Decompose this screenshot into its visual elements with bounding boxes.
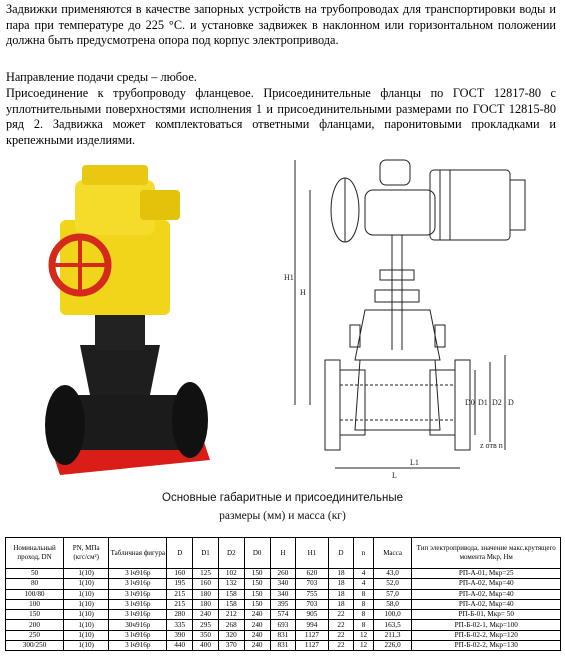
table-cell: 226,0	[373, 641, 412, 651]
table-cell: РП-А-02, Мкр=40	[412, 589, 561, 599]
label-H1: H1	[284, 273, 294, 282]
col-header-h: H	[270, 538, 296, 569]
table-cell: 350	[193, 630, 219, 640]
table-cell: 703	[296, 599, 328, 609]
table-cell: 240	[244, 641, 270, 651]
table-cell: 400	[193, 641, 219, 651]
table-cell: 12	[354, 630, 373, 640]
label-D2: D2	[492, 398, 502, 407]
table-cell: 250	[6, 630, 64, 640]
table-row	[6, 599, 561, 609]
table-cell: 4	[354, 569, 373, 579]
table-cell: 831	[270, 641, 296, 651]
table-cell: 18	[328, 579, 354, 589]
table-cell: 1127	[296, 630, 328, 640]
table-cell: 12	[354, 641, 373, 651]
table-cell: 295	[193, 620, 219, 630]
table-cell: 212	[218, 610, 244, 620]
dimensions-table	[5, 537, 561, 651]
table-cell: 395	[270, 599, 296, 609]
table-cell: 52,0	[373, 579, 412, 589]
table-cell: 3 lч916р	[109, 630, 167, 640]
table-cell: 22	[328, 641, 354, 651]
table-cell: 58,0	[373, 599, 412, 609]
table-cell: 240	[244, 630, 270, 640]
table-cell: 150	[244, 599, 270, 609]
table-cell: 18	[328, 569, 354, 579]
table-cell: 200	[6, 620, 64, 630]
table-cell: 100	[6, 599, 64, 609]
table-cell: 1(10)	[64, 579, 109, 589]
col-header-pn: PN, МПа (кгс/см²)	[64, 538, 109, 569]
table-cell: 57,0	[373, 589, 412, 599]
table-cell: 22	[328, 610, 354, 620]
table-cell: 574	[270, 610, 296, 620]
table-cell: 3 lч916р	[109, 610, 167, 620]
table-cell: РП-Б-01, Мкр= 50	[412, 610, 561, 620]
table-cell: 180	[193, 589, 219, 599]
table-cell: РП-А-01, Мкр=25	[412, 569, 561, 579]
table-cell: 340	[270, 589, 296, 599]
label-D: D	[508, 398, 514, 407]
table-cell: 8	[354, 610, 373, 620]
col-header-d1: D1	[193, 538, 219, 569]
table-cell: 30ч916р	[109, 620, 167, 630]
table-cell: 4	[354, 579, 373, 589]
table-cell: 260	[270, 569, 296, 579]
intro-paragraph: Задвижки применяются в качестве запорных устройств на трубопроводах для транспортировки воды и пара при температуре до 225 °С. и установке задвижек в наклонном или горизонтальном положении должна быть предусмотрена опора под корпус электропривода.	[6, 2, 556, 48]
table-cell: 160	[193, 579, 219, 589]
table-cell: 3 lч916р	[109, 579, 167, 589]
table-cell: 300/250	[6, 641, 64, 651]
table-cell: РП-А-02, Мкр=40	[412, 579, 561, 589]
table-cell: 150	[6, 610, 64, 620]
table-cell: 994	[296, 620, 328, 630]
table-cell: 240	[244, 620, 270, 630]
table-cell: 50	[6, 569, 64, 579]
flow-direction-paragraph: Направление подачи среды – любое.	[6, 70, 197, 84]
table-cell: 240	[193, 610, 219, 620]
col-header-figure: Табличная фигура	[109, 538, 167, 569]
table-cell: 100,0	[373, 610, 412, 620]
label-holes: z отв n	[480, 441, 503, 450]
table-cell: РП-Б-02-2, Мкр=120	[412, 630, 561, 640]
table-cell: РП-Б-02-2, Мкр=130	[412, 641, 561, 651]
table-cell: 132	[218, 579, 244, 589]
label-L1: L1	[410, 458, 419, 467]
table-cell: 1(10)	[64, 641, 109, 651]
table-cell: 1(10)	[64, 589, 109, 599]
table-header-row	[6, 538, 561, 569]
table-row	[6, 579, 561, 589]
col-header-d-bolt: D	[328, 538, 354, 569]
label-L: L	[392, 471, 397, 480]
connection-paragraph: Присоединение к трубопроводу фланцевое. Присоединительные фланцы по ГОСТ 12817-80 с уплотнительными поверхностями исполнения 1 и присоединительными размерами по ГОСТ 12815-80 ряд 2. Задвижка может комплектоваться ответными фланцами, паронитовыми прокладками и крепежными изделиями.	[6, 86, 556, 147]
table-row	[6, 610, 561, 620]
table-cell: 280	[167, 610, 193, 620]
table-cell: 3 lч916р	[109, 599, 167, 609]
table-cell: 693	[270, 620, 296, 630]
table-cell: 335	[167, 620, 193, 630]
table-cell: 43,0	[373, 569, 412, 579]
col-header-dn: Номинальный проход, DN	[6, 538, 64, 569]
table-cell: 3 lч916р	[109, 589, 167, 599]
table-cell: РП-А-02, Мкр=40	[412, 599, 561, 609]
table-cell: 268	[218, 620, 244, 630]
table-cell: 1(10)	[64, 599, 109, 609]
table-cell: 80	[6, 579, 64, 589]
table-cell: 102	[218, 569, 244, 579]
table-cell: 831	[270, 630, 296, 640]
table-cell: 18	[328, 589, 354, 599]
table-caption-line1: Основные габаритные и присоединительные	[162, 492, 403, 504]
table-cell: 160	[167, 569, 193, 579]
table-row	[6, 589, 561, 599]
table-caption-line2: размеры (мм) и масса (кг)	[219, 510, 346, 522]
table-cell: 3 lч916р	[109, 569, 167, 579]
table-cell: 1(10)	[64, 620, 109, 630]
table-cell: 215	[167, 589, 193, 599]
table-cell: 150	[244, 569, 270, 579]
table-cell: 215	[167, 599, 193, 609]
label-D1: D1	[478, 398, 488, 407]
table-cell: 211,3	[373, 630, 412, 640]
table-cell: 195	[167, 579, 193, 589]
col-header-actuator: Тип электропривода, значение макс.крутящего момента Мкр, Нм	[412, 538, 561, 569]
table-cell: 1(10)	[64, 610, 109, 620]
col-header-n: n	[354, 538, 373, 569]
table-cell: РП-Б-02-1, Мкр=100	[412, 620, 561, 630]
table-cell: 905	[296, 610, 328, 620]
valve-technical-drawing	[280, 150, 560, 480]
table-cell: 755	[296, 589, 328, 599]
col-header-mass: Масса	[373, 538, 412, 569]
table-cell: 1(10)	[64, 569, 109, 579]
table-cell: 8	[354, 620, 373, 630]
table-cell: 22	[328, 620, 354, 630]
table-cell: 180	[193, 599, 219, 609]
col-header-h1: H1	[296, 538, 328, 569]
table-cell: 240	[244, 610, 270, 620]
table-cell: 8	[354, 589, 373, 599]
label-H: H	[300, 288, 306, 297]
table-cell: 150	[244, 579, 270, 589]
table-cell: 3 lч916р	[109, 641, 167, 651]
table-cell: 158	[218, 589, 244, 599]
table-cell: 22	[328, 630, 354, 640]
table-cell: 1127	[296, 641, 328, 651]
table-cell: 8	[354, 599, 373, 609]
table-cell: 390	[167, 630, 193, 640]
col-header-d: D	[167, 538, 193, 569]
col-header-d2: D2	[218, 538, 244, 569]
table-cell: 18	[328, 599, 354, 609]
table-row	[6, 630, 561, 640]
table-row	[6, 620, 561, 630]
table-cell: 125	[193, 569, 219, 579]
table-cell: 100/80	[6, 589, 64, 599]
table-cell: 620	[296, 569, 328, 579]
table-cell: 163,5	[373, 620, 412, 630]
col-header-d0: D0	[244, 538, 270, 569]
table-cell: 150	[244, 589, 270, 599]
table-cell: 158	[218, 599, 244, 609]
table-cell: 370	[218, 641, 244, 651]
table-cell: 440	[167, 641, 193, 651]
table-cell: 320	[218, 630, 244, 640]
table-cell: 1(10)	[64, 630, 109, 640]
table-cell: 703	[296, 579, 328, 589]
table-cell: 340	[270, 579, 296, 589]
table-row	[6, 641, 561, 651]
valve-photo	[20, 160, 220, 480]
label-D0: D0	[465, 398, 475, 407]
table-row	[6, 569, 561, 579]
